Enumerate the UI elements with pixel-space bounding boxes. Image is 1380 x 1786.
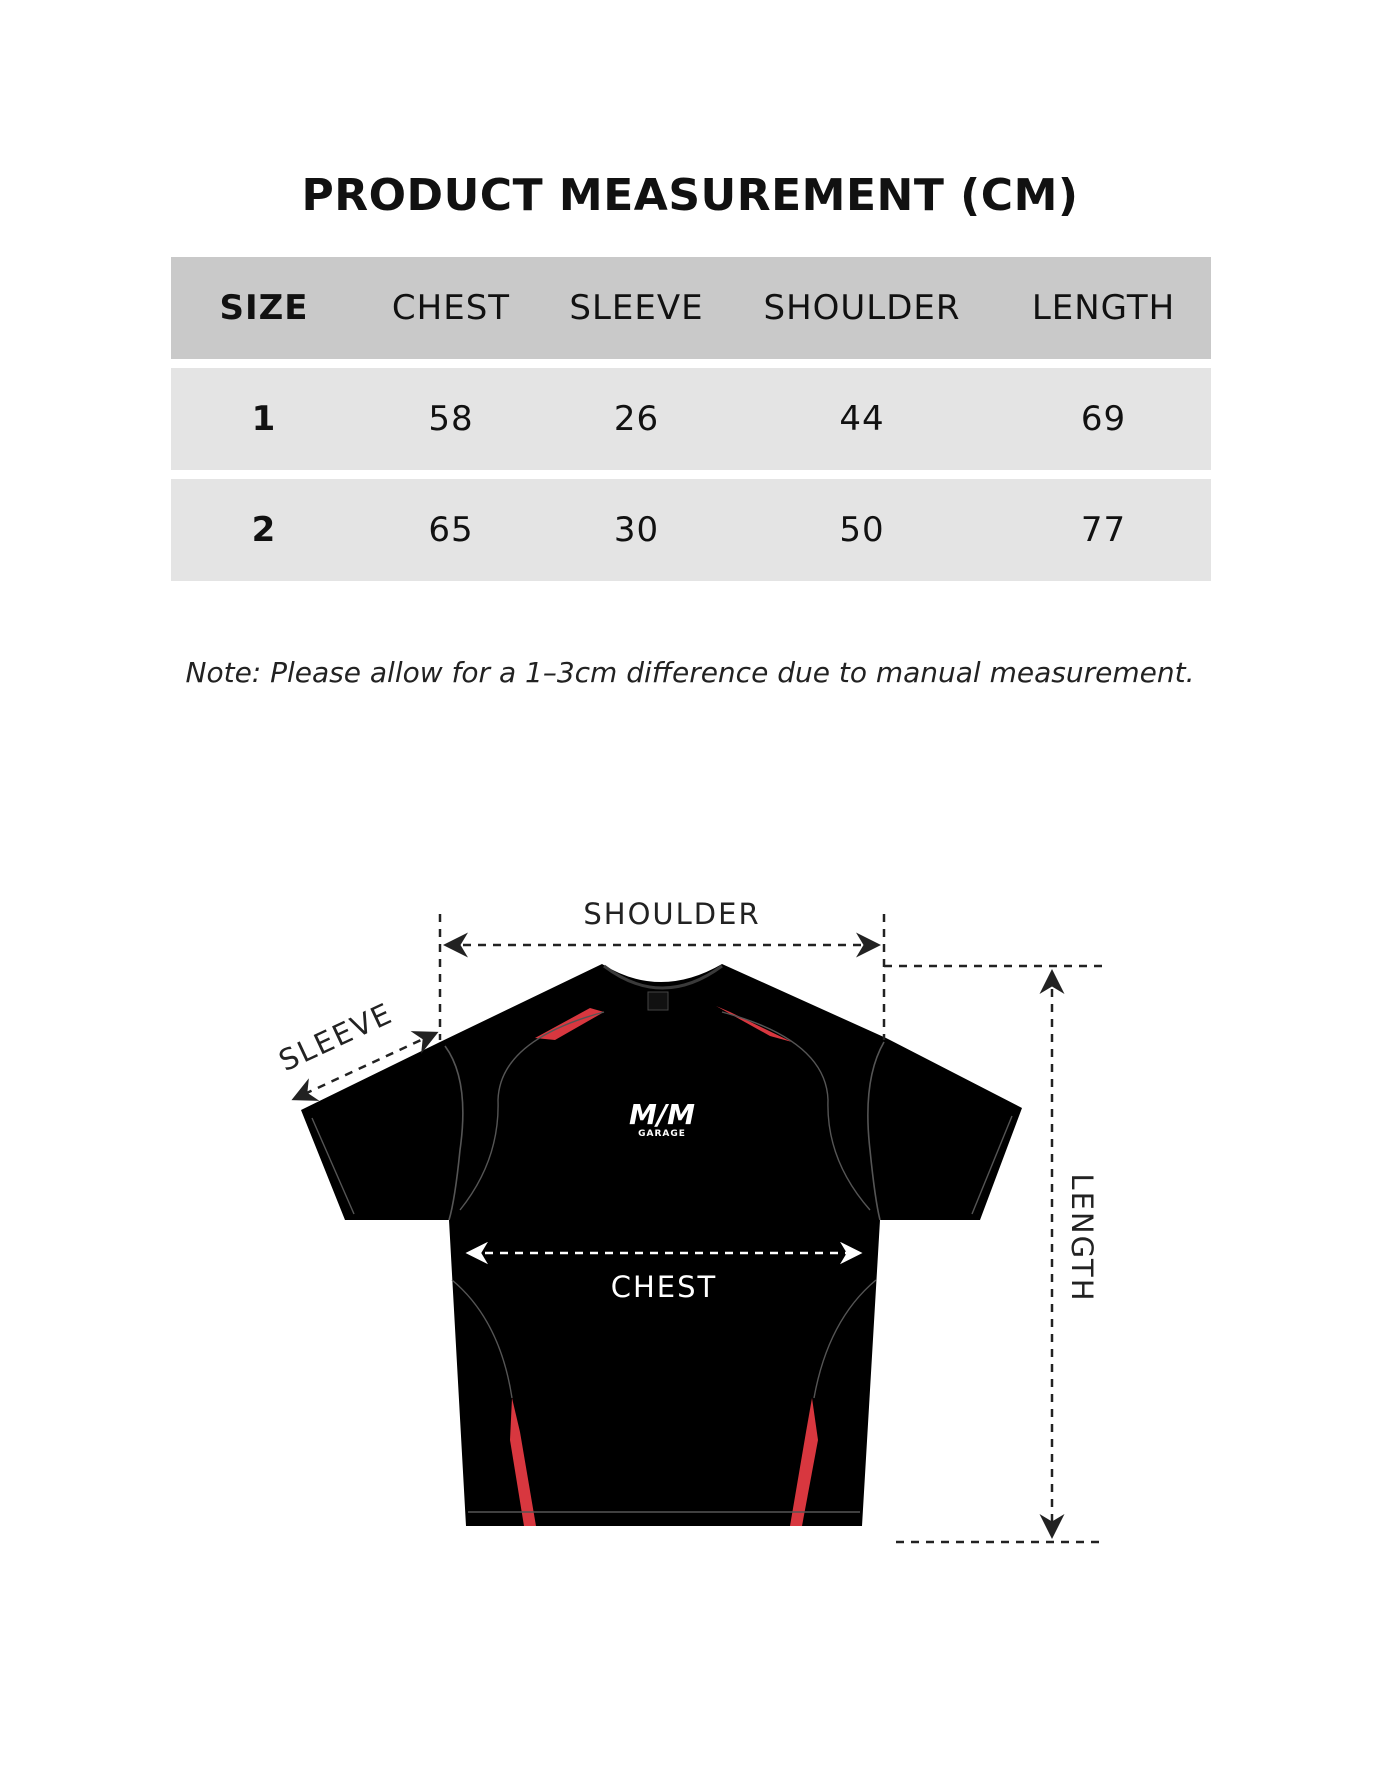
cell-shoulder: 50 (839, 510, 885, 550)
sleeve-label: SLEEVE (273, 995, 398, 1078)
table-row (171, 368, 1211, 470)
header-sleeve: SLEEVE (569, 288, 704, 328)
length-label: LENGTH (1065, 1173, 1099, 1303)
cell-size: 1 (251, 399, 277, 439)
neck-label-icon (648, 992, 668, 1010)
cell-sleeve: 26 (613, 399, 660, 439)
tshirt-diagram (0, 880, 1380, 1640)
cell-shoulder: 44 (839, 399, 885, 439)
cell-length: 69 (1080, 399, 1127, 439)
header-shoulder: SHOULDER (763, 288, 961, 328)
logo-garage: GARAGE (638, 1129, 686, 1139)
page-title: PRODUCT MEASUREMENT (CM) (301, 170, 1079, 221)
header-length: LENGTH (1031, 288, 1176, 328)
cell-chest: 58 (428, 399, 474, 439)
cell-sleeve: 30 (613, 510, 660, 550)
shoulder-label: SHOULDER (583, 897, 761, 931)
measurement-table (171, 257, 1211, 581)
cell-size: 2 (251, 510, 277, 550)
measurement-note: Note: Please allow for a 1–3cm difference due to manual measurement. (185, 656, 1195, 689)
cell-chest: 65 (428, 510, 474, 550)
cell-length: 77 (1080, 510, 1127, 550)
header-size: SIZE (219, 288, 309, 328)
header-chest: CHEST (391, 288, 511, 328)
table-header-row (171, 257, 1211, 359)
table-row (171, 479, 1211, 581)
logo-mm: M/M (629, 1098, 695, 1131)
chest-label: CHEST (610, 1270, 718, 1304)
tshirt-shape (301, 964, 1022, 1526)
